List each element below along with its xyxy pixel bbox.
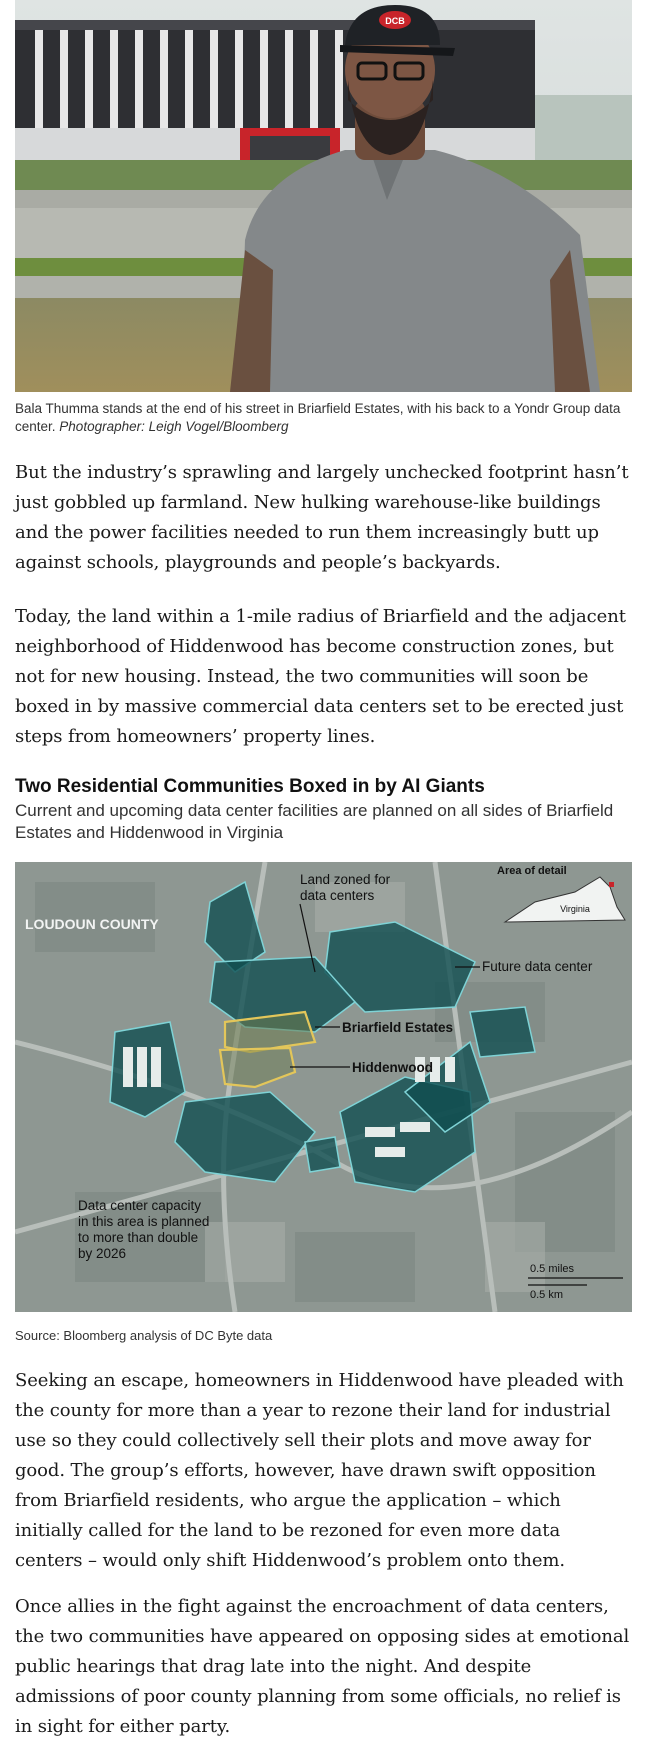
capacity-note-line2: in this area is planned xyxy=(78,1214,210,1229)
paragraph-2: Today, the land within a 1-mile radius of Briarfield and the adjacent neighborhood of Hiddenwood has become construction zones, but not for new housing. Instead, the two communities will soon be boxed in by massive commercial data centers set to be erected just steps from homeowners’ property lines. xyxy=(15,606,626,747)
zone-small xyxy=(305,1137,340,1172)
capacity-note-line3: to more than double xyxy=(78,1230,199,1245)
land-zoned-label-line1: Land zoned for xyxy=(300,872,391,887)
future-data-center-label: Future data center xyxy=(482,959,593,974)
paragraph-3: Seeking an escape, homeowners in Hiddenwood have pleaded with the county for more than a year to rezone their land for industrial use so they could collectively sell their plots and move away for good. The group’s efforts, however, have drawn swift opposition from Briarfield residents, who argue the application – which initially called for the land to be rezoned for even more data centers – would only shift Hiddenwood’s problem onto them. xyxy=(15,1370,624,1571)
land-zoned-label-line2: data centers xyxy=(300,888,375,903)
caption-text: Bala Thumma stands at the end of his street in Briarfield Estates, with his back to a Yondr Group data center. xyxy=(15,401,621,434)
scale-miles-label: 0.5 miles xyxy=(530,1263,575,1275)
paragraph-1: But the industry’s sprawling and largely unchecked footprint hasn’t just gobbled up farmland. New hulking warehouse-like buildings and the power facilities needed to run them increasingly butt up against schools, playgrounds and people’s backyards. xyxy=(15,462,629,573)
figure-title: Two Residential Communities Boxed in by AI Giants xyxy=(15,776,485,797)
capacity-note-line4: by 2026 xyxy=(78,1246,127,1261)
photo-illustration xyxy=(15,0,632,392)
cap-logo-text: DCB xyxy=(385,16,405,26)
area-detail-marker xyxy=(609,882,614,887)
capacity-note-line1: Data center capacity xyxy=(78,1198,202,1213)
map-svg xyxy=(15,862,632,1312)
area-detail-label: Area of detail xyxy=(497,865,567,877)
caption-credit: Photographer: Leigh Vogel/Bloomberg xyxy=(59,419,289,434)
photo-caption xyxy=(15,400,632,436)
briarfield-label: Briarfield Estates xyxy=(342,1020,454,1035)
data-center-map xyxy=(15,862,632,1312)
hero-photo xyxy=(15,0,632,392)
figure-source: Source: Bloomberg analysis of DC Byte data xyxy=(15,1328,273,1343)
hiddenwood-label: Hiddenwood xyxy=(352,1060,433,1075)
scale-km-label: 0.5 km xyxy=(530,1289,564,1301)
figure-subtitle: Current and upcoming data center facilities are planned on all sides of Briarfield Estates and Hiddenwood in Virginia xyxy=(15,801,614,842)
zone-east xyxy=(470,1007,535,1057)
county-label: LOUDOUN COUNTY xyxy=(25,916,159,932)
paragraph-4: Once allies in the fight against the encroachment of data centers, the two communities have appeared on opposing sides at emotional public hearings that drag late into the night. And despite admissions of poor county planning from some officials, no relief is in sight for either party. xyxy=(15,1596,630,1737)
virginia-label: Virginia xyxy=(560,904,590,914)
